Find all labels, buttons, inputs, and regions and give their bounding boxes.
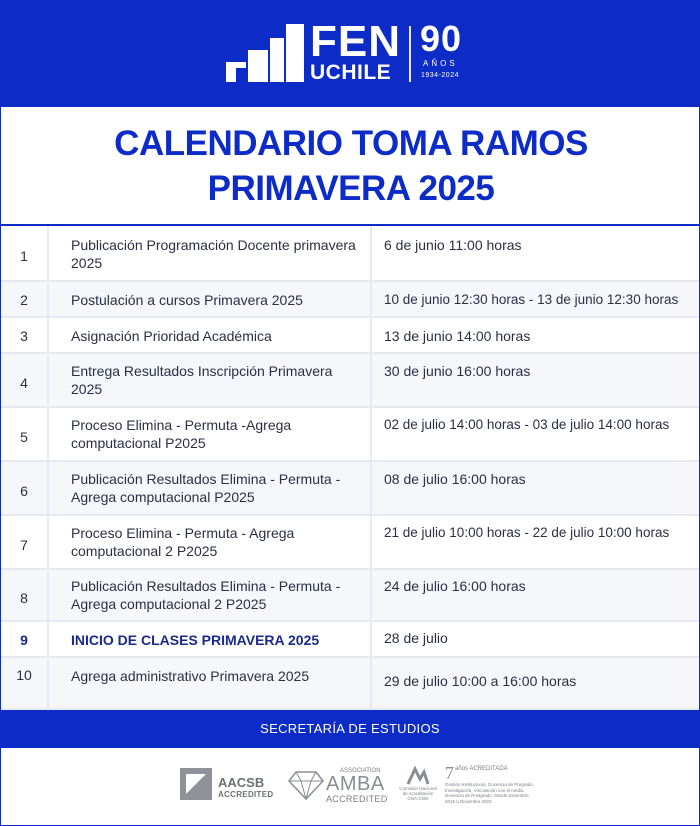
row-date: 24 de julio 16:00 horas	[372, 570, 699, 620]
row-date: 6 de junio 11:00 horas	[372, 226, 699, 280]
row-number: 8	[1, 570, 47, 620]
table-row	[1, 282, 699, 318]
diamond-icon	[288, 770, 324, 800]
row-number: 4	[1, 354, 47, 406]
aacsb-status: ACCREDITED	[218, 790, 274, 799]
row-number: 6	[1, 462, 47, 514]
row-date: 10 de junio 12:30 horas - 13 de junio 12:30 horas	[372, 282, 699, 316]
accreditations-strip	[0, 748, 700, 826]
years-accredited-badge	[445, 764, 535, 808]
fen-uchile-logo	[226, 17, 476, 86]
table-row	[1, 462, 699, 516]
logo-fen-text: FEN	[310, 17, 401, 66]
row-activity: Postulación a cursos Primavera 2025	[49, 282, 370, 316]
page-title-line-1: CALENDARIO TOMA RAMOS	[114, 124, 588, 163]
bar-chart-logo-icon	[226, 24, 306, 82]
logo-uchile-text: UCHILE	[310, 61, 392, 84]
amba-badge	[288, 766, 388, 806]
row-activity: Publicación Resultados Elimina - Permuta - Agrega computacional 2 P2025	[49, 570, 370, 620]
row-activity: INICIO DE CLASES PRIMAVERA 2025	[49, 622, 370, 656]
calendar-table	[0, 226, 700, 710]
row-activity: Agrega administrativo Primavera 2025	[49, 658, 370, 708]
row-date: 30 de junio 16:00 horas	[372, 354, 699, 406]
row-activity: Publicación Resultados Elimina - Permuta - Agrega computacional P2025	[49, 462, 370, 514]
table-row	[1, 226, 699, 282]
row-date: 21 de julio 10:00 horas - 22 de julio 10:00 horas	[372, 516, 699, 568]
table-row	[1, 516, 699, 570]
anniversary-number: 90	[420, 18, 463, 59]
table-row	[1, 658, 699, 710]
row-number: 3	[1, 318, 47, 352]
row-date: 02 de julio 14:00 horas - 03 de julio 14:00 horas	[372, 408, 699, 460]
row-activity: Proceso Elimina - Permuta - Agrega computacional 2 P2025	[49, 516, 370, 568]
row-number: 7	[1, 516, 47, 568]
footer-department-bar: SECRETARÍA DE ESTUDIOS	[0, 710, 700, 748]
row-activity: Publicación Programación Docente primavera 2025	[49, 226, 370, 280]
table-row	[1, 622, 699, 658]
table-row	[1, 570, 699, 622]
row-activity: Entrega Resultados Inscripción Primavera 2025	[49, 354, 370, 406]
table-row	[1, 354, 699, 408]
table-row	[1, 318, 699, 354]
header-banner	[0, 0, 700, 107]
table-row	[1, 408, 699, 462]
row-number: 2	[1, 282, 47, 316]
title-section	[0, 107, 700, 225]
row-number: 5	[1, 408, 47, 460]
row-activity: Proceso Elimina - Permuta -Agrega computacional P2025	[49, 408, 370, 460]
row-number: 10	[1, 658, 47, 708]
aacsb-badge	[180, 768, 280, 804]
row-date: 13 de junio 14:00 horas	[372, 318, 699, 352]
aacsb-name: AACSB	[218, 775, 265, 790]
row-number: 1	[1, 226, 47, 280]
row-date: 29 de julio 10:00 a 16:00 horas	[372, 658, 699, 708]
amba-name: AMBA	[326, 773, 385, 795]
cna-badge	[398, 766, 438, 810]
page-title-line-2: PRIMAVERA 2025	[207, 169, 495, 208]
row-number: 9	[1, 622, 47, 656]
years-label: años ACREDITADA	[455, 766, 508, 772]
cna-text: Comisión Nacional de Acreditación CNA-Chile	[399, 786, 437, 801]
anniversary-word: AÑOS	[423, 59, 458, 68]
amba-status: ACCREDITED	[326, 794, 388, 804]
years-number: 7	[445, 763, 454, 783]
years-detail: Gestión Institucional, Docencia de Pregrado, Investigación, Vinculación con el medio, Docencia de Postgrado. Desde Diciembre 2016 a Diciembre 2023	[445, 782, 535, 804]
row-date: 08 de julio 16:00 horas	[372, 462, 699, 514]
cna-logo-icon	[406, 766, 430, 786]
logo-divider	[409, 26, 411, 82]
anniversary-years: 1934-2024	[421, 72, 459, 79]
row-activity: Asignación Prioridad Académica	[49, 318, 370, 352]
row-date: 28 de julio	[372, 622, 699, 656]
amba-prefix: ASSOCIATION	[340, 768, 381, 774]
